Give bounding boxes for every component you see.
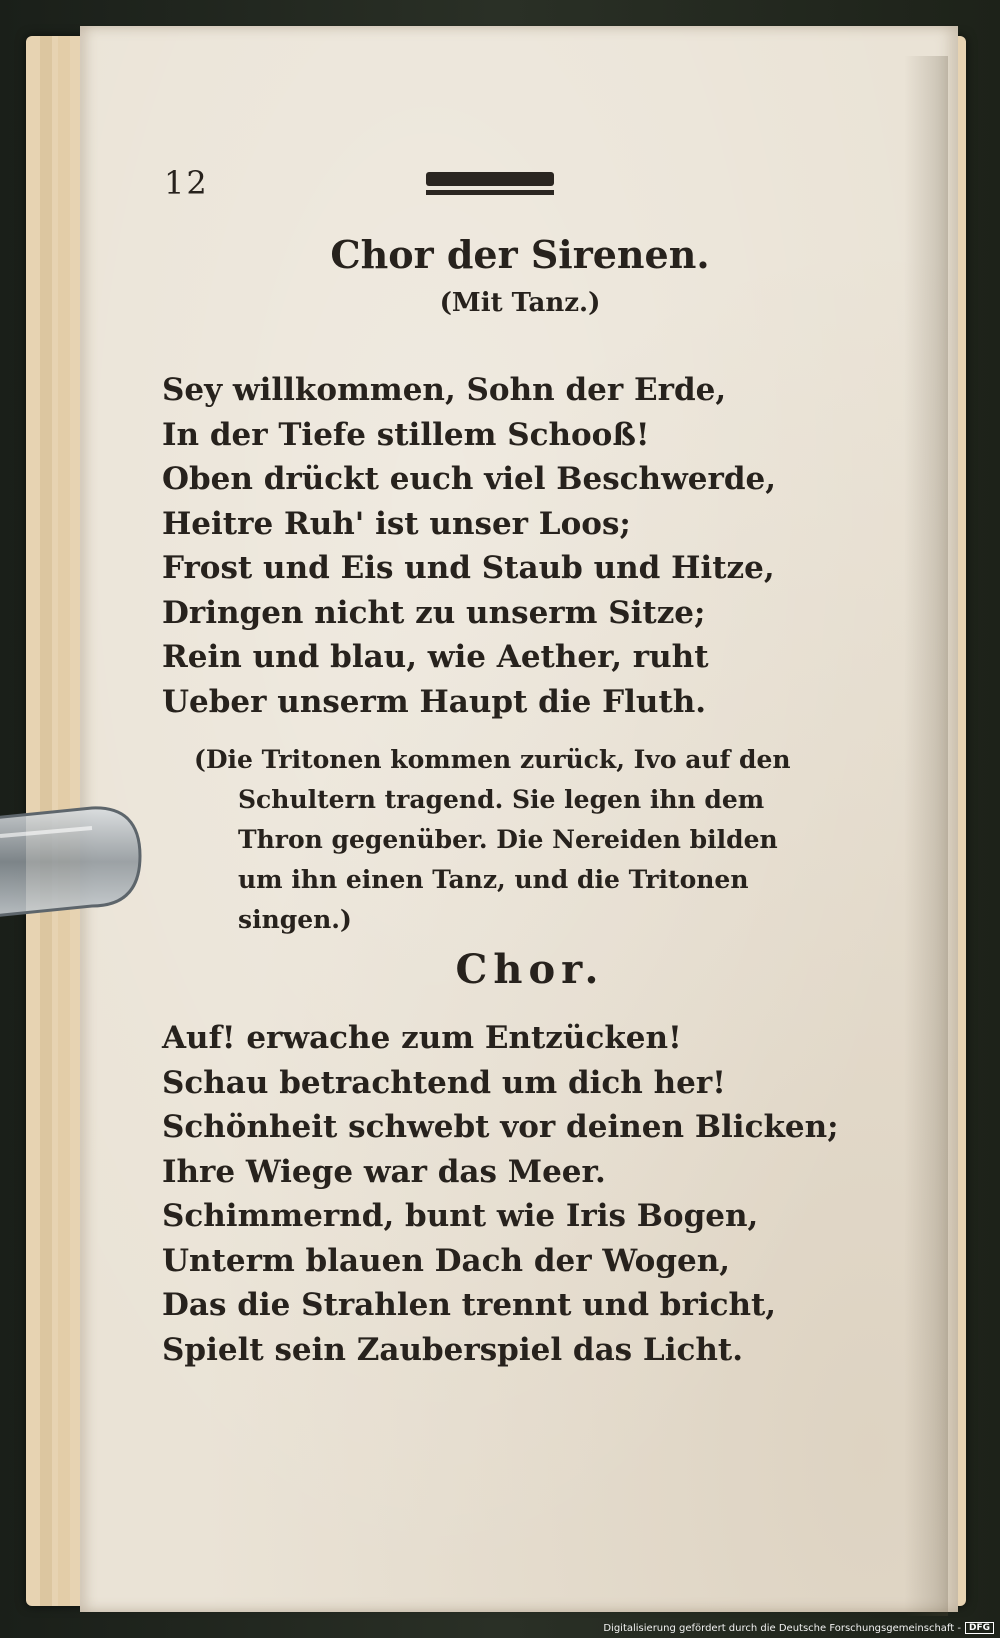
verse-line: In der Tiefe stillem Schooß! (162, 416, 650, 453)
direction-line: (Die Tritonen kommen zurück, Ivo auf den (194, 745, 791, 774)
verse-line: Oben drückt euch viel Beschwerde, (162, 461, 777, 497)
section-heading-chor: Chor. (455, 946, 605, 993)
direction-line: Thron gegenüber. Die Nereiden bilden (238, 825, 778, 854)
stanza-2 (162, 1016, 839, 1372)
direction-line: Schultern tragend. Sie legen ihn dem (238, 785, 765, 814)
section-subtitle: (Mit Tanz.) (439, 288, 601, 318)
stage-direction (194, 740, 904, 940)
verse-line: Dringen nicht zu unserm Sitze; (162, 594, 706, 631)
dfg-logo: DFG (965, 1622, 994, 1634)
verse-line: Heitre Ruh' ist unser Loos; (162, 505, 631, 542)
verse-line: Schönheit schwebt vor deinen Blicken; (162, 1109, 839, 1145)
verse-line: Spielt sein Zauberspiel das Licht. (162, 1331, 744, 1368)
verse-line: Frost und Eis und Staub und Hitze, (162, 550, 775, 586)
footer-credit (603, 1620, 994, 1636)
verse-line: Das die Strahlen trennt und bricht, (162, 1287, 777, 1323)
verse-line: Rein und blau, wie Aether, ruht (162, 639, 709, 675)
verse-line: Ueber unserm Haupt die Fluth. (162, 683, 707, 720)
direction-line: um ihn einen Tanz, und die Tritonen (238, 865, 749, 894)
verse-line: Unterm blauen Dach der Wogen, (162, 1242, 731, 1279)
page-clip-holder (0, 806, 142, 918)
verse-line: Sey willkommen, Sohn der Erde, (162, 372, 727, 408)
section-title: Chor der Sirenen. (330, 232, 710, 277)
page-number: 12 (164, 164, 209, 202)
verse-line: Schau betrachtend um dich her! (162, 1064, 726, 1101)
direction-line: singen.) (238, 905, 352, 934)
verse-line: Auf! erwache zum Entzücken! (162, 1020, 682, 1056)
stanza-1 (162, 368, 776, 724)
header-ornament (426, 172, 554, 198)
footer-text: Digitalisierung gefördert durch die Deutsche Forschungsgemeinschaft - (603, 1622, 961, 1634)
verse-line: Ihre Wiege war das Meer. (162, 1153, 606, 1190)
verse-line: Schimmernd, bunt wie Iris Bogen, (162, 1198, 759, 1234)
book-page (80, 26, 958, 1612)
